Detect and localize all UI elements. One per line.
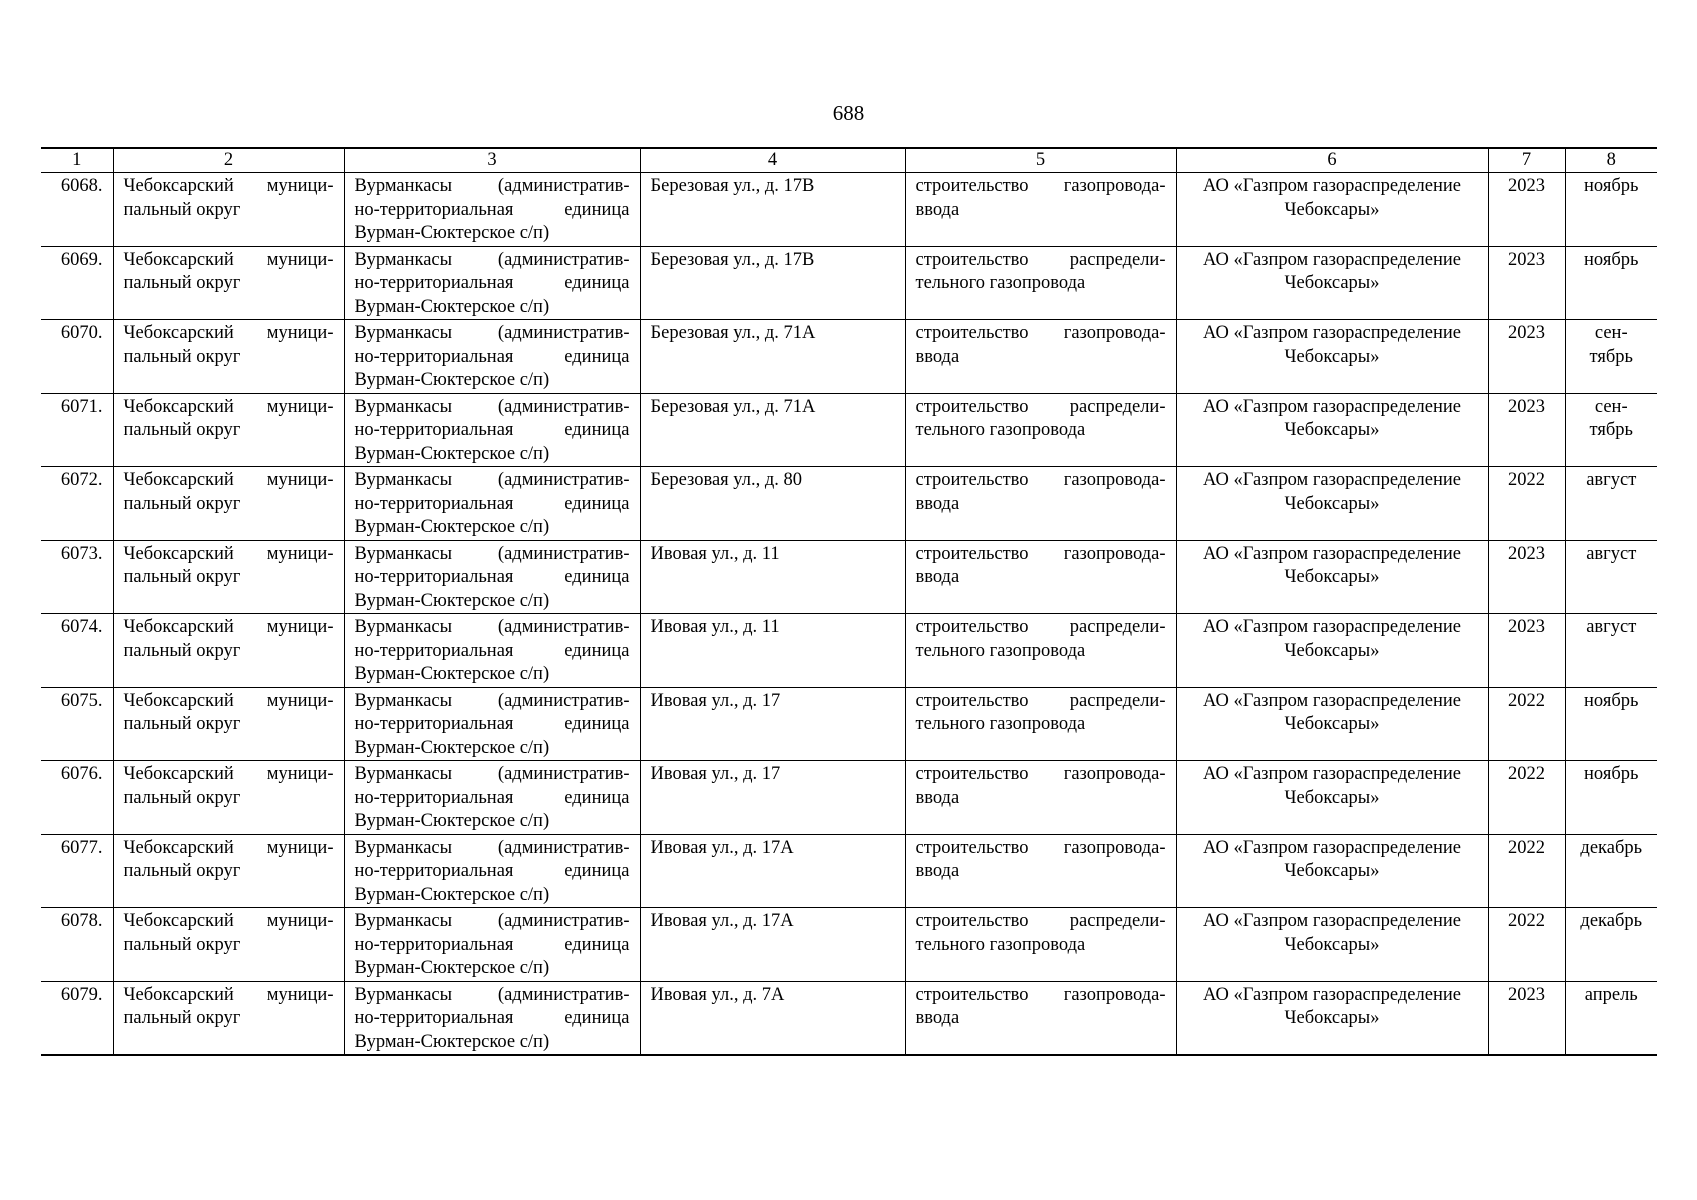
work-type-cell <box>905 761 1176 835</box>
cell-line: Чебоксарский муници- <box>123 470 334 490</box>
cell-line: Чебоксары» <box>1284 199 1380 220</box>
cell-line: Чебоксары» <box>1284 714 1380 734</box>
cell-line: ввода <box>915 1008 960 1028</box>
column-header: 4 <box>640 148 905 173</box>
organization-cell <box>1176 834 1488 908</box>
cell-line: сен- <box>1594 396 1628 417</box>
month-cell <box>1565 761 1657 835</box>
cell-line: но-территориальная единица <box>354 714 630 734</box>
cell-line: пальный округ <box>123 346 241 367</box>
cell-line: апрель <box>1584 984 1638 1005</box>
month-cell <box>1565 981 1657 1055</box>
cell-line: декабрь <box>1580 911 1643 931</box>
cell-line: но-территориальная единица <box>354 787 630 808</box>
year-cell: 2022 <box>1488 687 1565 761</box>
cell-line: строительство газопровода- <box>915 543 1166 564</box>
row-number-cell: 6068. <box>41 173 113 247</box>
cell-line: но-территориальная единица <box>354 273 630 293</box>
work-type-cell <box>905 320 1176 394</box>
row-number-cell: 6076. <box>41 761 113 835</box>
cell-line: Вурманкасы (административ- <box>354 396 630 417</box>
cell-line: пальный округ <box>123 934 241 955</box>
cell-line: АО «Газпром газораспределение <box>1203 837 1461 858</box>
cell-line: Чебоксарский муници- <box>123 690 334 711</box>
cell-line: АО «Газпром газораспределение <box>1203 617 1461 637</box>
registry-table <box>41 147 1657 1056</box>
table-row <box>41 614 1657 688</box>
cell-line: тельного газопровода <box>915 934 1086 955</box>
work-type-cell <box>905 981 1176 1055</box>
cell-line: Вурманкасы (административ- <box>354 617 630 637</box>
row-number-cell: 6079. <box>41 981 113 1055</box>
cell-line: строительство газопровода- <box>915 176 1166 196</box>
district-cell <box>113 687 344 761</box>
table-row <box>41 173 1657 247</box>
cell-line: Вурман-Сюктерское с/п) <box>354 296 550 317</box>
cell-line: строительство распредели- <box>915 396 1166 417</box>
cell-line: Чебоксарский муници- <box>123 764 334 784</box>
month-cell <box>1565 614 1657 688</box>
column-header: 1 <box>41 148 113 173</box>
cell-line: Чебоксары» <box>1284 934 1380 955</box>
cell-line: тельного газопровода <box>915 273 1086 293</box>
table-row <box>41 908 1657 982</box>
table-row <box>41 467 1657 541</box>
year-cell: 2023 <box>1488 614 1565 688</box>
organization-cell <box>1176 908 1488 982</box>
settlement-cell <box>344 246 640 320</box>
cell-line: АО «Газпром газораспределение <box>1203 470 1461 490</box>
row-number-cell: 6078. <box>41 908 113 982</box>
cell-line: АО «Газпром газораспределение <box>1203 543 1461 564</box>
cell-line: Чебоксары» <box>1284 1008 1380 1028</box>
cell-line: ввода <box>915 346 960 367</box>
month-cell <box>1565 173 1657 247</box>
table-row <box>41 320 1657 394</box>
work-type-cell <box>905 246 1176 320</box>
organization-cell <box>1176 393 1488 467</box>
cell-line: Вурманкасы (административ- <box>354 764 630 784</box>
cell-line: АО «Газпром газораспределение <box>1203 764 1461 784</box>
organization-cell <box>1176 687 1488 761</box>
cell-line: Чебоксары» <box>1284 493 1380 514</box>
month-cell <box>1565 393 1657 467</box>
row-number-cell: 6075. <box>41 687 113 761</box>
cell-line: Чебоксарский муници- <box>123 543 334 564</box>
month-cell <box>1565 320 1657 394</box>
cell-line: строительство газопровода- <box>915 984 1166 1005</box>
organization-cell <box>1176 246 1488 320</box>
row-number-cell: 6077. <box>41 834 113 908</box>
cell-line: пальный округ <box>123 1008 241 1028</box>
month-cell <box>1565 246 1657 320</box>
cell-line: АО «Газпром газораспределение <box>1203 323 1461 343</box>
cell-line: Вурман-Сюктерское с/п) <box>354 884 550 905</box>
cell-line: Вурманкасы (административ- <box>354 837 630 858</box>
address-cell: Ивовая ул., д. 17А <box>640 908 905 982</box>
cell-line: но-территориальная единица <box>354 934 630 955</box>
year-cell: 2023 <box>1488 320 1565 394</box>
cell-line: Вурман-Сюктерское с/п) <box>354 370 550 390</box>
cell-line: но-территориальная единица <box>354 567 630 587</box>
cell-line: но-территориальная единица <box>354 199 630 220</box>
row-number-cell: 6074. <box>41 614 113 688</box>
settlement-cell <box>344 540 640 614</box>
district-cell <box>113 614 344 688</box>
cell-line: ноябрь <box>1584 690 1639 711</box>
cell-line: Вурман-Сюктерское с/п) <box>354 737 550 758</box>
organization-cell <box>1176 540 1488 614</box>
cell-line: ввода <box>915 861 960 881</box>
cell-line: Вурманкасы (административ- <box>354 176 630 196</box>
district-cell <box>113 981 344 1055</box>
cell-line: тельного газопровода <box>915 714 1086 734</box>
year-cell: 2022 <box>1488 761 1565 835</box>
district-cell <box>113 393 344 467</box>
cell-line: строительство газопровода- <box>915 837 1166 858</box>
cell-line: Чебоксарский муници- <box>123 176 334 196</box>
row-number-cell: 6071. <box>41 393 113 467</box>
cell-line: Вурман-Сюктерское с/п) <box>354 958 550 978</box>
district-cell <box>113 834 344 908</box>
cell-line: АО «Газпром газораспределение <box>1203 690 1461 711</box>
district-cell <box>113 761 344 835</box>
cell-line: пальный округ <box>123 273 241 293</box>
table-row <box>41 246 1657 320</box>
cell-line: строительство распредели- <box>915 617 1166 637</box>
cell-line: тельного газопровода <box>915 640 1086 661</box>
address-cell: Ивовая ул., д. 7А <box>640 981 905 1055</box>
cell-line: строительство газопровода- <box>915 323 1166 343</box>
column-header: 7 <box>1488 148 1565 173</box>
cell-line: Вурман-Сюктерское с/п) <box>354 664 550 684</box>
address-cell: Ивовая ул., д. 11 <box>640 614 905 688</box>
year-cell: 2022 <box>1488 467 1565 541</box>
cell-line: август <box>1586 617 1637 637</box>
settlement-cell <box>344 687 640 761</box>
cell-line: Вурманкасы (административ- <box>354 323 630 343</box>
work-type-cell <box>905 467 1176 541</box>
settlement-cell <box>344 761 640 835</box>
district-cell <box>113 320 344 394</box>
year-cell: 2022 <box>1488 834 1565 908</box>
work-type-cell <box>905 908 1176 982</box>
table-row <box>41 687 1657 761</box>
cell-line: Чебоксарский муници- <box>123 911 334 931</box>
cell-line: Вурманкасы (административ- <box>354 249 630 270</box>
work-type-cell <box>905 687 1176 761</box>
table-row <box>41 393 1657 467</box>
month-cell <box>1565 834 1657 908</box>
cell-line: Вурманкасы (административ- <box>354 543 630 564</box>
cell-line: тябрь <box>1589 346 1633 367</box>
table-row <box>41 981 1657 1055</box>
month-cell <box>1565 687 1657 761</box>
cell-line: строительство распредели- <box>915 249 1166 270</box>
settlement-cell <box>344 834 640 908</box>
cell-line: пальный округ <box>123 861 241 881</box>
cell-line: ноябрь <box>1584 176 1639 196</box>
cell-line: Чебоксары» <box>1284 787 1380 808</box>
work-type-cell <box>905 393 1176 467</box>
cell-line: август <box>1586 543 1637 564</box>
cell-line: Чебоксарский муници- <box>123 249 334 270</box>
cell-line: тельного газопровода <box>915 420 1086 440</box>
settlement-cell <box>344 393 640 467</box>
year-cell: 2023 <box>1488 173 1565 247</box>
work-type-cell <box>905 834 1176 908</box>
cell-line: Вурман-Сюктерское с/п) <box>354 1031 550 1052</box>
organization-cell <box>1176 320 1488 394</box>
settlement-cell <box>344 981 640 1055</box>
address-cell: Березовая ул., д. 71А <box>640 320 905 394</box>
organization-cell <box>1176 173 1488 247</box>
cell-line: Вурманкасы (административ- <box>354 690 630 711</box>
year-cell: 2023 <box>1488 981 1565 1055</box>
year-cell: 2023 <box>1488 246 1565 320</box>
cell-line: пальный округ <box>123 714 241 734</box>
cell-line: АО «Газпром газораспределение <box>1203 176 1461 196</box>
cell-line: но-территориальная единица <box>354 640 630 661</box>
address-cell: Ивовая ул., д. 17 <box>640 761 905 835</box>
cell-line: строительство газопровода- <box>915 470 1166 490</box>
table-row <box>41 540 1657 614</box>
cell-line: АО «Газпром газораспределение <box>1203 911 1461 931</box>
address-cell: Березовая ул., д. 71А <box>640 393 905 467</box>
cell-line: Чебоксары» <box>1284 273 1380 293</box>
cell-line: Вурман-Сюктерское с/п) <box>354 590 550 611</box>
month-cell <box>1565 467 1657 541</box>
page-number: 688 <box>832 101 865 125</box>
cell-line: тябрь <box>1589 420 1633 440</box>
cell-line: пальный округ <box>123 640 241 661</box>
cell-line: Вурманкасы (административ- <box>354 470 630 490</box>
cell-line: Чебоксарский муници- <box>123 837 334 858</box>
column-header: 8 <box>1565 148 1657 173</box>
year-cell: 2023 <box>1488 540 1565 614</box>
work-type-cell <box>905 614 1176 688</box>
work-type-cell <box>905 173 1176 247</box>
district-cell <box>113 908 344 982</box>
cell-line: Чебоксарский муници- <box>123 617 334 637</box>
address-cell: Березовая ул., д. 17В <box>640 173 905 247</box>
cell-line: Чебоксарский муници- <box>123 984 334 1005</box>
work-type-cell <box>905 540 1176 614</box>
month-cell <box>1565 540 1657 614</box>
year-cell: 2022 <box>1488 908 1565 982</box>
organization-cell <box>1176 467 1488 541</box>
cell-line: ввода <box>915 567 960 587</box>
cell-line: ноябрь <box>1584 764 1639 784</box>
address-cell: Ивовая ул., д. 17 <box>640 687 905 761</box>
district-cell <box>113 540 344 614</box>
cell-line: Чебоксарский муници- <box>123 396 334 417</box>
organization-cell <box>1176 981 1488 1055</box>
cell-line: АО «Газпром газораспределение <box>1203 984 1461 1005</box>
cell-line: Чебоксары» <box>1284 640 1380 661</box>
month-cell <box>1565 908 1657 982</box>
cell-line: пальный округ <box>123 567 241 587</box>
settlement-cell <box>344 908 640 982</box>
cell-line: ввода <box>915 787 960 808</box>
cell-line: АО «Газпром газораспределение <box>1203 396 1461 417</box>
cell-line: Чебоксары» <box>1284 420 1380 440</box>
cell-line: август <box>1586 470 1637 490</box>
column-header: 2 <box>113 148 344 173</box>
year-cell: 2023 <box>1488 393 1565 467</box>
cell-line: Вурман-Сюктерское с/п) <box>354 443 550 464</box>
row-number-cell: 6070. <box>41 320 113 394</box>
cell-line: декабрь <box>1580 837 1643 858</box>
cell-line: строительство газопровода- <box>915 764 1166 784</box>
district-cell <box>113 467 344 541</box>
cell-line: Чебоксары» <box>1284 567 1380 587</box>
row-number-cell: 6073. <box>41 540 113 614</box>
settlement-cell <box>344 173 640 247</box>
cell-line: сен- <box>1594 323 1628 343</box>
address-cell: Березовая ул., д. 80 <box>640 467 905 541</box>
cell-line: пальный округ <box>123 787 241 808</box>
column-header: 5 <box>905 148 1176 173</box>
cell-line: Чебоксары» <box>1284 861 1380 881</box>
cell-line: ноябрь <box>1584 249 1639 270</box>
cell-line: АО «Газпром газораспределение <box>1203 249 1461 270</box>
cell-line: ввода <box>915 493 960 514</box>
cell-line: но-территориальная единица <box>354 861 630 881</box>
organization-cell <box>1176 761 1488 835</box>
cell-line: пальный округ <box>123 420 241 440</box>
settlement-cell <box>344 320 640 394</box>
address-cell: Ивовая ул., д. 17А <box>640 834 905 908</box>
cell-line: пальный округ <box>123 199 241 220</box>
cell-line: пальный округ <box>123 493 241 514</box>
cell-line: но-территориальная единица <box>354 420 630 440</box>
cell-line: Вурманкасы (административ- <box>354 911 630 931</box>
registry-body <box>41 173 1657 1056</box>
cell-line: но-территориальная единица <box>354 493 630 514</box>
cell-line: Чебоксарский муници- <box>123 323 334 343</box>
district-cell <box>113 246 344 320</box>
cell-line: Чебоксары» <box>1284 346 1380 367</box>
cell-line: Вурман-Сюктерское с/п) <box>354 223 550 243</box>
organization-cell <box>1176 614 1488 688</box>
table-row <box>41 834 1657 908</box>
cell-line: но-территориальная единица <box>354 346 630 367</box>
cell-line: строительство распредели- <box>915 690 1166 711</box>
cell-line: Вурман-Сюктерское с/п) <box>354 517 550 537</box>
column-number-row <box>41 148 1657 173</box>
row-number-cell: 6069. <box>41 246 113 320</box>
column-header: 3 <box>344 148 640 173</box>
settlement-cell <box>344 614 640 688</box>
address-cell: Березовая ул., д. 17В <box>640 246 905 320</box>
row-number-cell: 6072. <box>41 467 113 541</box>
column-header: 6 <box>1176 148 1488 173</box>
settlement-cell <box>344 467 640 541</box>
address-cell: Ивовая ул., д. 11 <box>640 540 905 614</box>
table-row <box>41 761 1657 835</box>
district-cell <box>113 173 344 247</box>
cell-line: Вурманкасы (административ- <box>354 984 630 1005</box>
cell-line: но-территориальная единица <box>354 1008 630 1028</box>
cell-line: ввода <box>915 199 960 220</box>
cell-line: строительство распредели- <box>915 911 1166 931</box>
cell-line: Вурман-Сюктерское с/п) <box>354 811 550 831</box>
